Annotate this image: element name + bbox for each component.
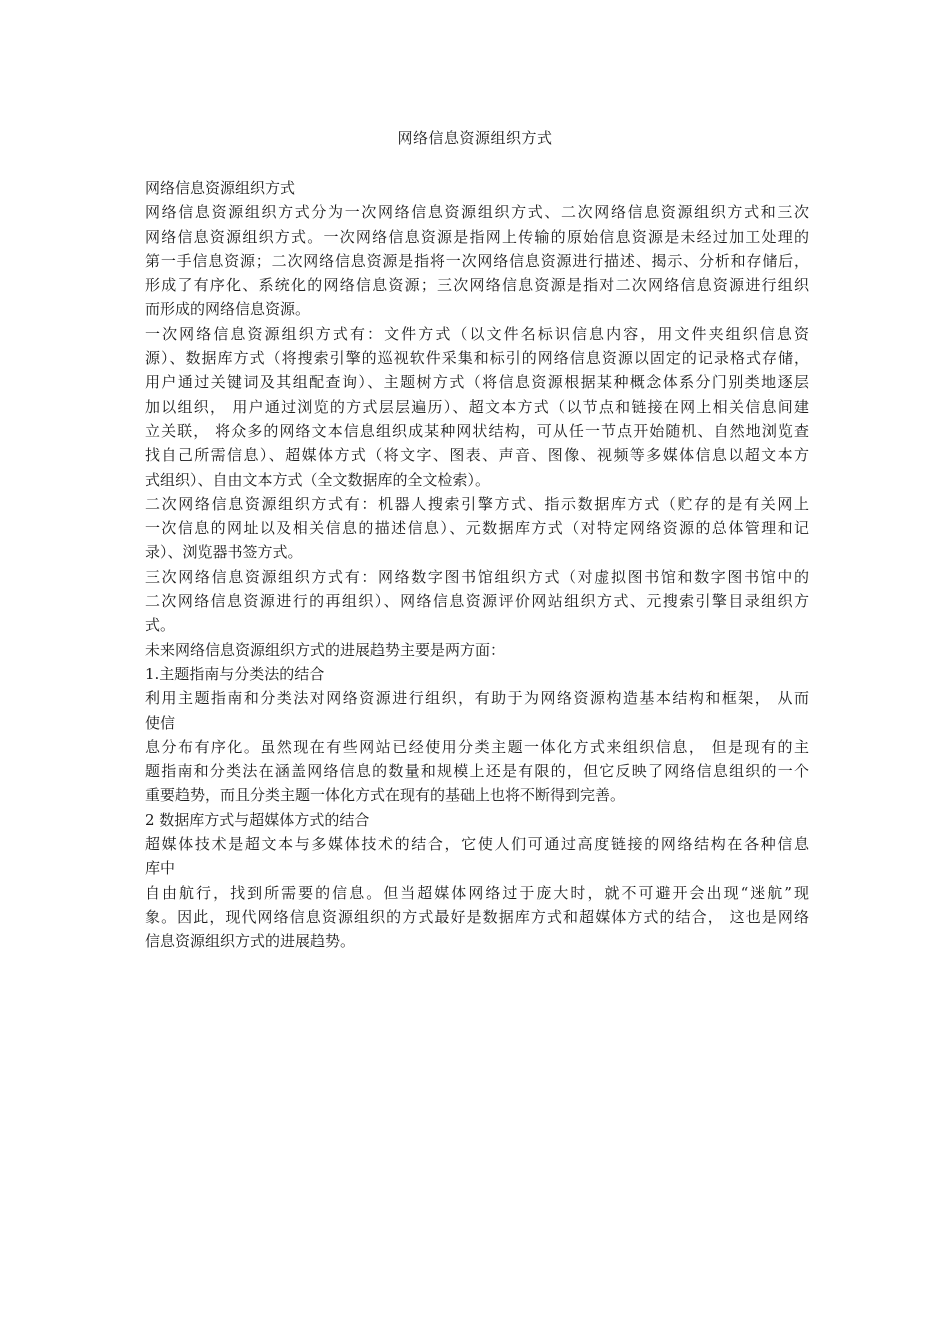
body-line: 库中 (145, 859, 176, 878)
body-line: 第一手信息资源；二次网络信息资源是指将一次网络信息资源进行描述、揭示、分析和存储后， (145, 251, 809, 270)
document-body (145, 176, 809, 954)
body-line: 三次网络信息资源组织方式有：网络数字图书馆组织方式（对虚拟图书馆和数字图书馆中的 (145, 567, 809, 586)
body-line: 利用主题指南和分类法对网络资源进行组织，有助于为网络资源构造基本结构和框架， 从而 (145, 689, 809, 708)
body-line: 用户通过关键词及其组配查询）、主题树方式（将信息资源根据某种概念体系分门别类地逐层 (145, 373, 809, 392)
body-line: 网络信息资源组织方式。一次网络信息资源是指网上传输的原始信息资源是未经过加工处理的 (145, 227, 809, 246)
body-line: 而形成的网络信息资源。 (145, 300, 311, 319)
body-line: 网络信息资源组织方式 (145, 179, 296, 197)
body-line: 加以组织， 用户通过浏览的方式层层遍历）、超文本方式（以节点和链接在网上相关信息间建 (145, 397, 809, 416)
body-line: 二次网络信息资源进行的再组织）、网络信息资源评价网站组织方式、元搜索引擎目录组织方 (145, 592, 809, 611)
body-line: 录）、浏览器书签方式。 (145, 543, 303, 562)
body-line: 一次信息的网址以及相关信息的描述信息）、元数据库方式（对特定网络资源的总体管理和记 (145, 519, 809, 538)
body-line: 源）、数据库方式（将搜索引擎的巡视软件采集和标引的网络信息资源以固定的记录格式存储， (145, 349, 809, 368)
body-line: 式组织）、自由文本方式（全文数据库的全文检索）。 (145, 470, 491, 489)
body-line: 一次网络信息资源组织方式有：文件方式（以文件名标识信息内容，用文件夹组织信息资 (145, 324, 809, 343)
document-title: 网络信息资源组织方式 (397, 129, 553, 147)
body-line: 2 数据库方式与超媒体方式的结合 (145, 810, 370, 829)
body-line: 找自己所需信息）、超媒体方式（将文字、图表、声音、图像、视频等多媒体信息以超文本方 (145, 446, 809, 465)
body-line: 网络信息资源组织方式分为一次网络信息资源组织方式、二次网络信息资源组织方式和三次 (145, 203, 809, 222)
body-line: 1.主题指南与分类法的结合 (145, 664, 325, 683)
body-line: 题指南和分类法在涵盖网络信息的数量和规模上还是有限的，但它反映了网络信息组织的一个 (145, 762, 809, 781)
body-line: 式。 (145, 616, 176, 635)
body-line: 未来网络信息资源组织方式的进展趋势主要是两方面： (145, 640, 506, 659)
body-line: 息分布有序化。虽然现在有些网站已经使用分类主题一体化方式来组织信息， 但是现有的主 (145, 737, 809, 756)
body-line: 象。因此，现代网络信息资源组织的方式最好是数据库方式和超媒体方式的结合， 这也是网络 (145, 907, 809, 926)
body-line: 超媒体技术是超文本与多媒体技术的结合，它使人们可通过高度链接的网络结构在各种信息 (145, 835, 809, 854)
body-line: 重要趋势，而且分类主题一体化方式在现有的基础上也将不断得到完善。 (145, 786, 626, 805)
body-line: 自由航行，找到所需要的信息。但当超媒体网络过于庞大时，就不可避开会出现“迷航”现 (145, 883, 809, 902)
body-line: 二次网络信息资源组织方式有：机器人搜索引擎方式、指示数据库方式（贮存的是有关网上 (145, 494, 809, 513)
body-line: 形成了有序化、系统化的网络信息资源；三次网络信息资源是指对二次网络信息资源进行组织 (145, 276, 809, 295)
body-line: 信息资源组织方式的进展趋势。 (145, 932, 356, 951)
body-line: 使信 (145, 713, 176, 732)
body-line: 立关联， 将众多的网络文本信息组织成某种网状结构，可从任一节点开始随机、自然地浏览查 (145, 421, 809, 440)
